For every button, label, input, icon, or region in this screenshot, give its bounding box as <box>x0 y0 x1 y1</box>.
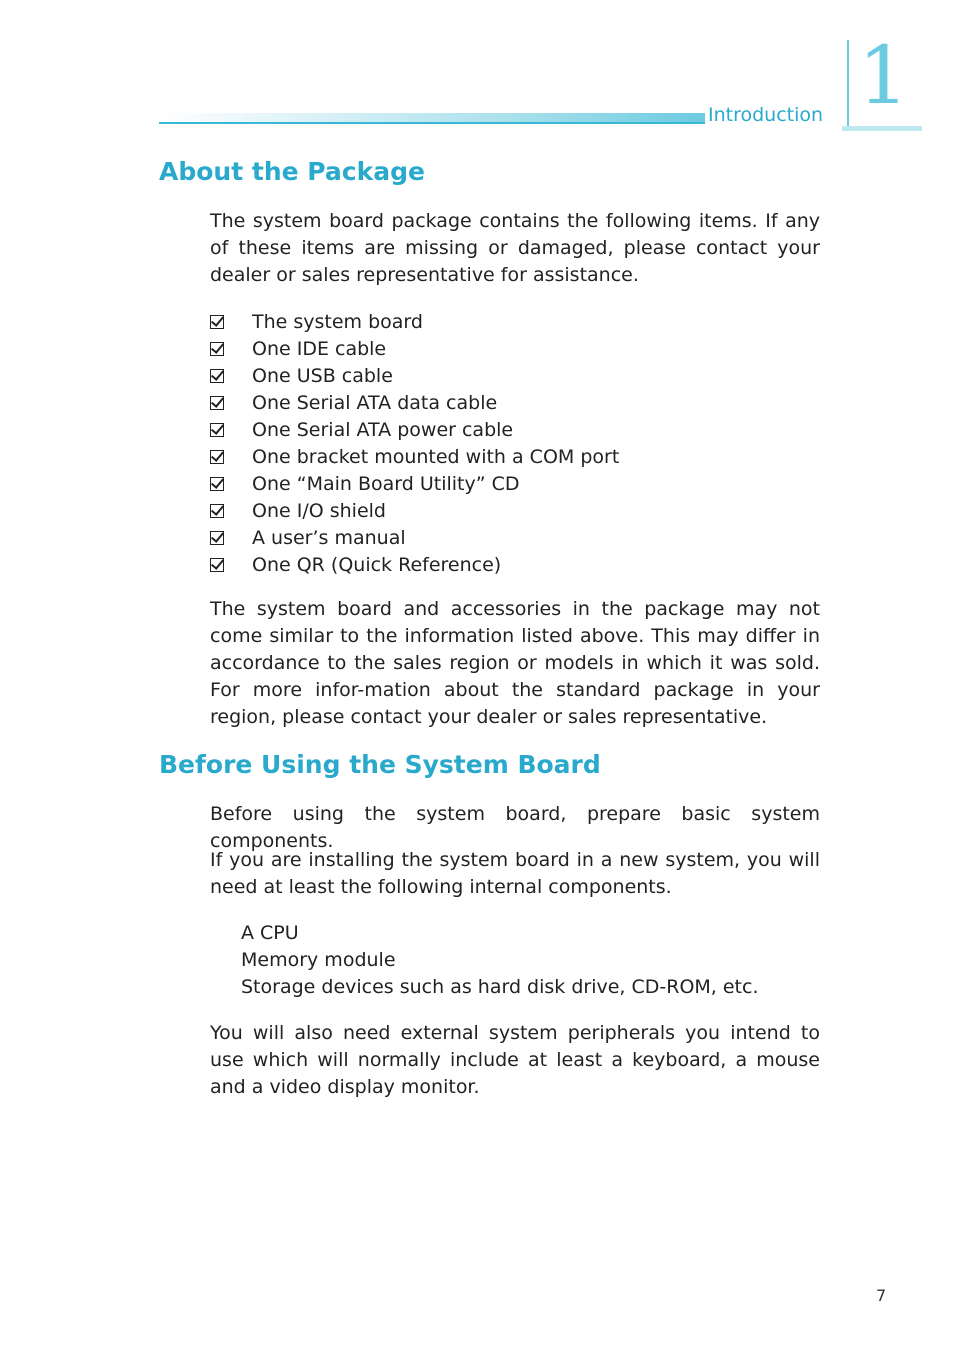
list-item: A user’s manual <box>210 524 619 551</box>
list-item: Memory module <box>241 949 396 971</box>
list-item: One USB cable <box>210 362 619 389</box>
checkbox-checked-icon <box>210 504 224 518</box>
checkbox-checked-icon <box>210 558 224 572</box>
chapter-tab-vertical-line <box>847 40 849 130</box>
checkbox-checked-icon <box>210 396 224 410</box>
section-label: Introduction <box>708 104 824 126</box>
list-item: One I/O shield <box>210 497 619 524</box>
checkbox-checked-icon <box>210 315 224 329</box>
checkbox-checked-icon <box>210 450 224 464</box>
header-rule <box>159 122 705 124</box>
checkbox-checked-icon <box>210 342 224 356</box>
list-item: The system board <box>210 308 619 335</box>
checkbox-checked-icon <box>210 369 224 383</box>
list-item: One “Main Board Utility” CD <box>210 470 619 497</box>
about-heading: About the Package <box>159 157 425 186</box>
checkbox-checked-icon <box>210 423 224 437</box>
list-item: One IDE cable <box>210 335 619 362</box>
before-heading: Before Using the System Board <box>159 750 601 779</box>
page-number: 7 <box>876 1286 887 1305</box>
chapter-number: 1 <box>858 29 909 122</box>
list-item: One bracket mounted with a COM port <box>210 443 619 470</box>
chapter-tab-horizontal-line <box>842 126 922 131</box>
list-item: Storage devices such as hard disk drive, CD-ROM, etc. <box>241 976 759 998</box>
checkbox-checked-icon <box>210 531 224 545</box>
before-peripherals: You will also need external system peripherals you intend to use which will normally include at least a keyboard, a mouse and a video display monitor. <box>210 1022 820 1098</box>
component-list <box>241 920 759 1001</box>
about-intro: The system board package contains the following items. If any of these items are missing or damaged, please contact your dealer or sales representative for assistance. <box>210 210 820 286</box>
about-note: The system board and accessories in the package may not come similar to the information listed above. This may differ in accordance to the sales region or models in which it was sold. For more infor-mation about the standard package in your region, please contact your dealer or sales representative. <box>210 598 820 728</box>
list-item: A CPU <box>241 922 299 944</box>
checkbox-checked-icon <box>210 477 224 491</box>
before-requirements: If you are installing the system board in a new system, you will need at least the following internal components. <box>210 849 820 898</box>
list-item: One Serial ATA power cable <box>210 416 619 443</box>
before-intro: Before using the system board, prepare basic system components. <box>210 803 820 852</box>
package-checklist <box>210 308 619 578</box>
list-item: One Serial ATA data cable <box>210 389 619 416</box>
list-item: One QR (Quick Reference) <box>210 551 619 578</box>
